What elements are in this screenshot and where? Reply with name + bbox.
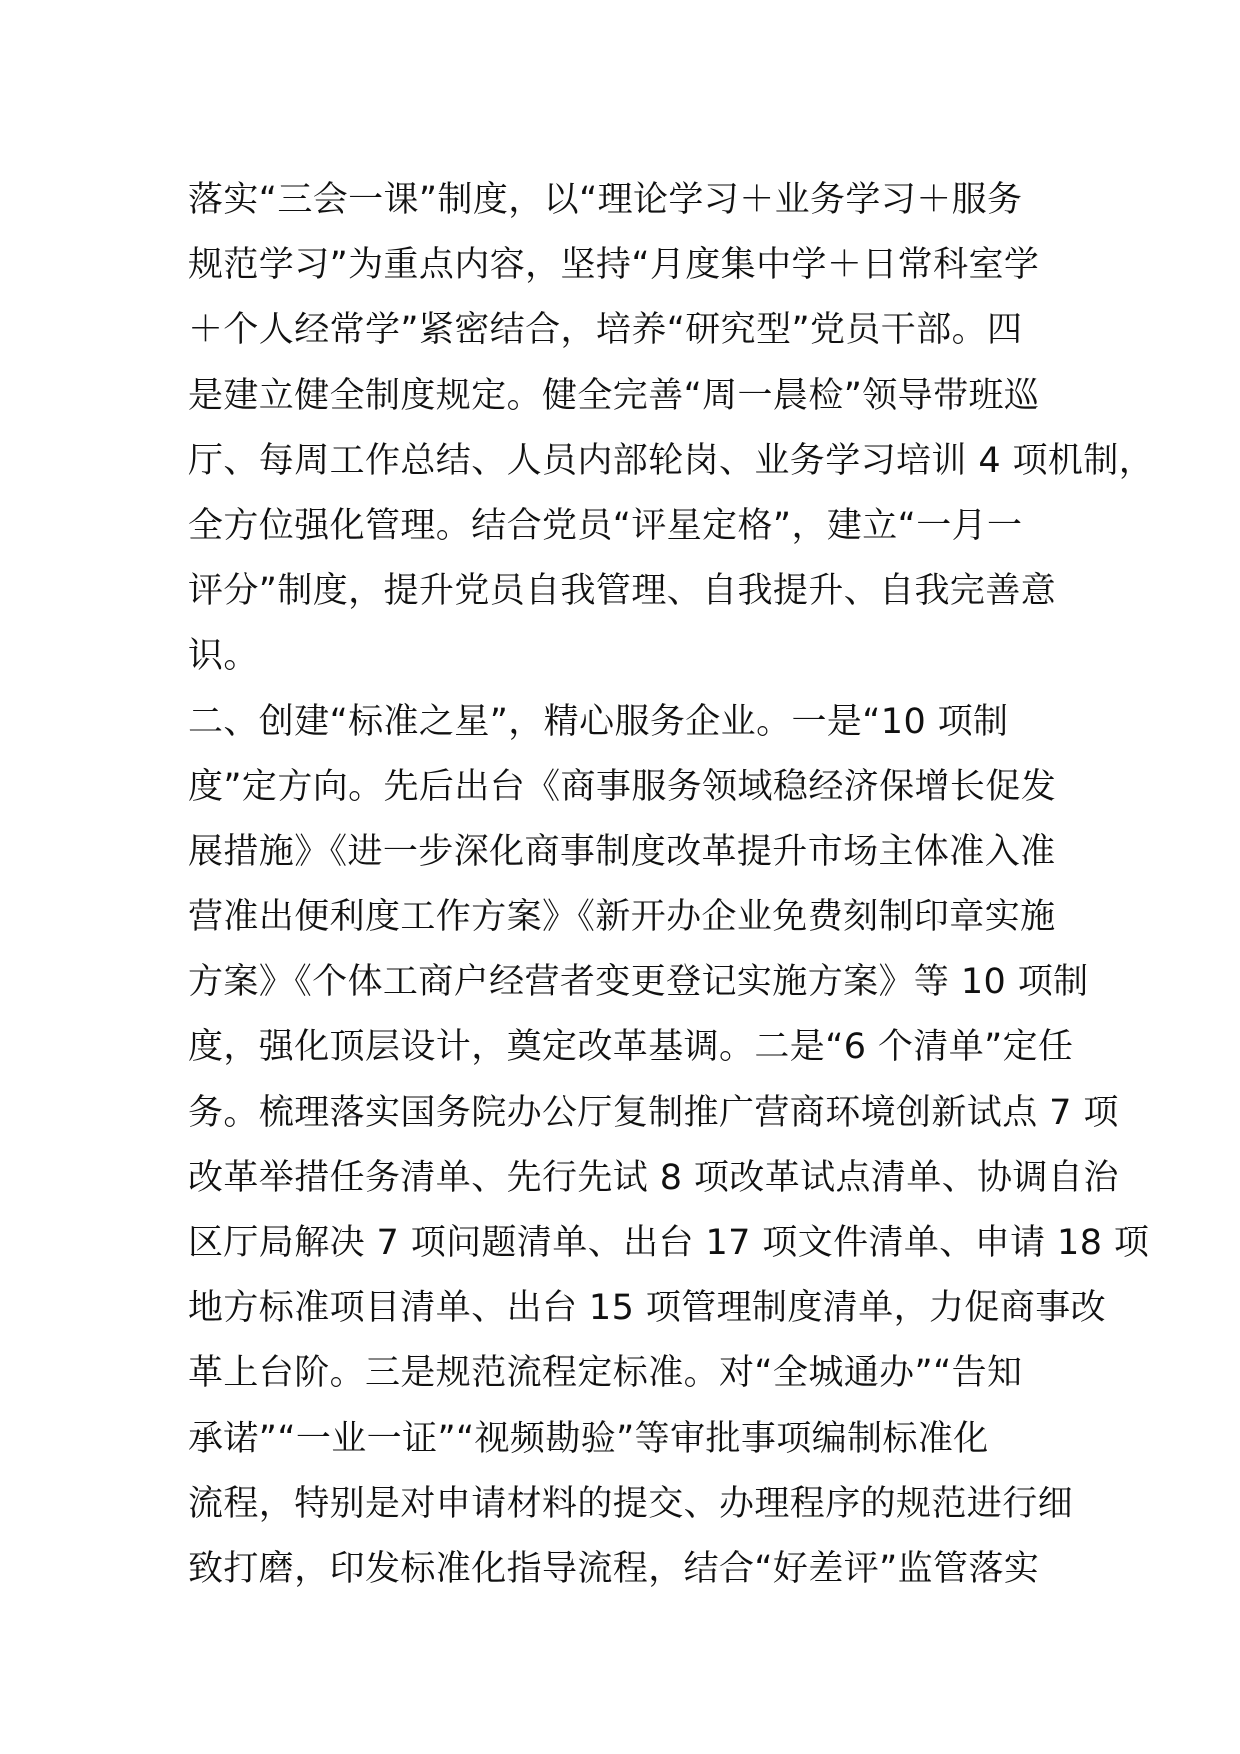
text-line: 致打磨，印发标准化指导流程，结合“好差评”监管落实: [188, 1548, 1040, 1589]
text-line: ＋个人经常学”紧密结合，培养“研究型”党员干部。四: [188, 310, 1023, 351]
text-line: 规范学习”为重点内容，坚持“月度集中学＋日常科室学: [188, 245, 1040, 286]
text-line: 全方位强化管理。结合党员“评星定格”，建立“一月一: [188, 505, 1023, 546]
text-line: 评分”制度，提升党员自我管理、自我提升、自我完善意: [188, 571, 1057, 612]
text-line: 流程，特别是对申请材料的提交、办理程序的规范进行细: [188, 1483, 1074, 1524]
text-line: 区厅局解决 7 项问题清单、出台 17 项文件清单、申请 18 项: [188, 1223, 1150, 1263]
text-line: 务。梳理落实国务院办公厅复制推广营商环境创新试点 7 项: [188, 1092, 1119, 1133]
text-line: 方案》《个体工商户经营者变更登记实施方案》等 10 项制: [188, 962, 1089, 1003]
text-line: 识。: [188, 636, 259, 677]
text-line: 度，强化顶层设计，奠定改革基调。二是“6 个清单”定任: [188, 1027, 1074, 1068]
section-heading-line: 二、创建“标准之星”，精心服务企业。一是“10 项制: [188, 701, 1009, 742]
text-line: 地方标准项目清单、出台 15 项管理制度清单，力促商事改: [188, 1288, 1106, 1329]
text-line: 是建立健全制度规定。健全完善“周一晨检”领导带班巡: [188, 375, 1040, 416]
text-line: 度”定方向。先后出台《商事服务领域稳经济保增长促发: [188, 766, 1057, 807]
text-line: 革上台阶。三是规范流程定标准。对“全城通办”“告知: [188, 1353, 1023, 1394]
body-text: [188, 168, 1155, 1602]
text-line: 承诺”“一业一证”“视频勘验”等审批事项编制标准化: [188, 1418, 989, 1459]
text-line: 改革举措任务清单、先行先试 8 项改革试点清单、协调自治: [188, 1157, 1119, 1198]
text-line: 展措施》《进一步深化商事制度改革提升市场主体准入准: [188, 831, 1056, 872]
text-line: 厅、每周工作总结、人员内部轮岗、业务学习培训 4 项机制，: [188, 440, 1155, 481]
text-line: 落实“三会一课”制度，以“理论学习＋业务学习＋服务: [188, 180, 1023, 220]
text-line: 营准出便利度工作方案》《新开办企业免费刻制印章实施: [188, 897, 1056, 938]
